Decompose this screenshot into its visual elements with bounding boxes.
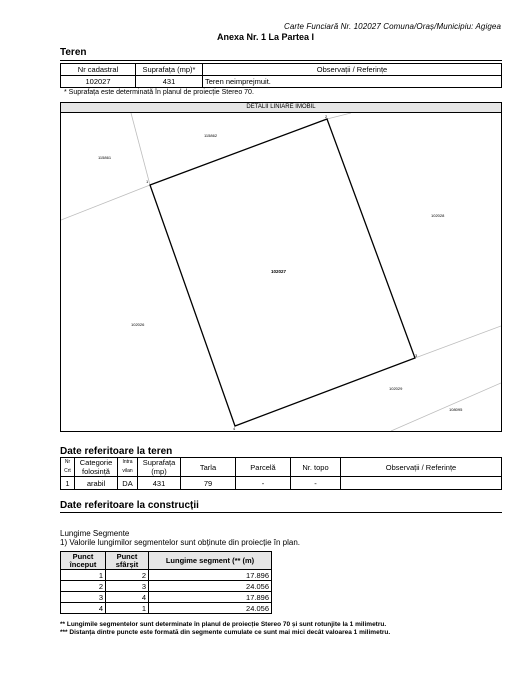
divider	[60, 60, 502, 61]
cell-end: 2	[106, 570, 149, 581]
stereo-note: * Suprafața este determinată în planul de proiecție Stereo 70.	[64, 89, 254, 96]
point-label-2: 2	[325, 114, 328, 119]
col-suprafata: Suprafața (mp)*	[136, 64, 203, 76]
table-header-row	[61, 64, 502, 76]
cell-length: 24.056	[149, 581, 272, 592]
divider	[60, 512, 502, 513]
cell-length: 24.056	[149, 603, 272, 614]
section-constructii-title: Date referitoare la construcții	[60, 500, 199, 511]
annex-title: Anexa Nr. 1 La Partea I	[216, 32, 315, 42]
segments-title: Lungime Segmente	[60, 529, 130, 538]
parcel-plan	[60, 102, 502, 432]
footnote-lengths: ** Lungimile segmentelor sunt determinate în planul de proiecție Stereo 70 și sunt rotunjite la 1 milimetru.	[60, 621, 387, 628]
boundary-line-bottom-right	[391, 383, 501, 431]
segments-subtitle: 1) Valorile lungimilor segmentelor sunt obținute din proiecție în plan.	[60, 538, 300, 547]
col-observatii: Observații / Referințe	[341, 458, 502, 477]
cell-tarla: 79	[181, 477, 236, 490]
table-row	[61, 570, 272, 581]
col-parcela: Parcelă	[236, 458, 291, 477]
neighbour-label-bottom-right: 102029	[389, 386, 403, 391]
col-nr-cadastral: Nr cadastral	[61, 64, 136, 76]
cell-start: 3	[61, 592, 106, 603]
cell-length: 17.896	[149, 570, 272, 581]
cell-start: 2	[61, 581, 106, 592]
col-intravilan: Intra vilan	[118, 458, 138, 477]
segments-table	[60, 551, 272, 614]
plan-title: DETALII LINIARE IMOBIL	[61, 103, 501, 113]
col-suprafata: Suprafața (mp)	[138, 458, 181, 477]
col-tarla: Tarla	[181, 458, 236, 477]
table-header-row	[61, 552, 272, 570]
table-header-row	[61, 458, 502, 477]
neighbour-label-top: 115862	[204, 133, 218, 138]
section-date-teren-title: Date referitoare la teren	[60, 446, 173, 457]
cell-start: 1	[61, 570, 106, 581]
col-categorie: Categorie folosință	[75, 458, 118, 477]
point-label-3: 3	[415, 353, 418, 358]
boundary-line-left	[61, 185, 150, 220]
cell-observatii: Teren neimprejmuit.	[203, 76, 502, 88]
boundary-line-right	[415, 326, 501, 358]
col-punct-sfarsit: Punct sfârșit	[106, 552, 149, 570]
cell-observatii	[341, 477, 502, 490]
cell-end: 3	[106, 581, 149, 592]
cell-end: 4	[106, 592, 149, 603]
col-lungime-segment: Lungime segment (** (m)	[149, 552, 272, 570]
document-header: Carte Funciară Nr. 102027 Comuna/Oraș/Municipiu: Agigea	[283, 22, 501, 31]
point-label-4: 4	[233, 426, 236, 431]
col-nr-crt: Nr Crt	[61, 458, 75, 477]
table-row	[61, 581, 272, 592]
cell-start: 4	[61, 603, 106, 614]
cell-suprafata: 431	[136, 76, 203, 88]
boundary-line-top-right	[327, 113, 351, 119]
cell-nr-cadastral: 102027	[61, 76, 136, 88]
parcel-drawing	[61, 113, 501, 431]
cell-intravilan: DA	[118, 477, 138, 490]
point-label-1: 1	[146, 179, 149, 184]
neighbour-label-top-left: 115861	[98, 155, 112, 160]
col-observatii: Observații / Referințe	[203, 64, 502, 76]
table-row	[61, 477, 502, 490]
table-row	[61, 76, 502, 88]
cell-end: 1	[106, 603, 149, 614]
cell-parcela: -	[236, 477, 291, 490]
cell-categorie: arabil	[75, 477, 118, 490]
teren-table	[60, 63, 502, 88]
col-nr-topo: Nr. topo	[291, 458, 341, 477]
cell-length: 17.896	[149, 592, 272, 603]
cell-suprafata: 431	[138, 477, 181, 490]
cell-nr-topo: -	[291, 477, 341, 490]
footnote-distance: *** Distanța dintre puncte este formată din segmente cumulate ce sunt mai mici decât valoarea 1 milimetru.	[60, 629, 391, 636]
neighbour-label-far-right: 108095	[449, 407, 463, 412]
table-row	[61, 603, 272, 614]
col-punct-inceput: Punct început	[61, 552, 106, 570]
table-row	[61, 592, 272, 603]
boundary-line-top-left	[131, 113, 150, 185]
neighbour-label-left: 102026	[131, 322, 145, 327]
neighbour-label-right: 102028	[431, 213, 445, 218]
section-teren-title: Teren	[60, 47, 87, 58]
date-teren-table	[60, 457, 502, 490]
cell-nr-crt: 1	[61, 477, 75, 490]
parcel-number-label: 102027	[271, 269, 287, 274]
